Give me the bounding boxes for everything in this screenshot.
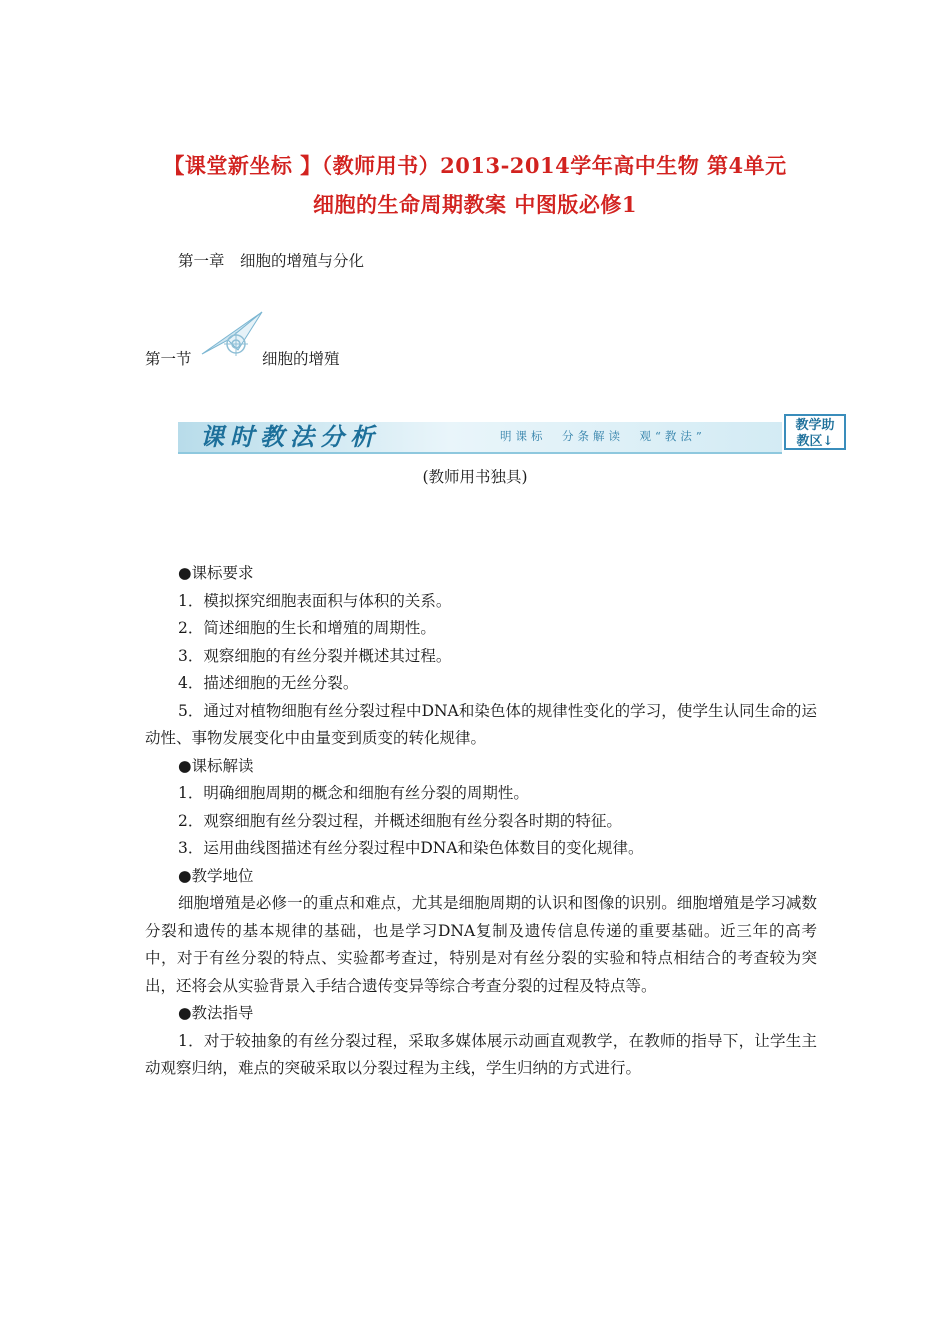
list-item: 3．运用曲线图描述有丝分裂过程中DNA和染色体数目的变化规律。: [178, 839, 644, 857]
teaching-aid-box: [784, 414, 846, 450]
section-name: 细胞的增殖: [262, 350, 340, 368]
list-item: 1．明确细胞周期的概念和细胞有丝分裂的周期性。: [178, 784, 529, 802]
section-number: 第一节: [145, 350, 192, 368]
document-title-line-1: 【课堂新坐标 】（教师用书）2013-2014学年高中生物 第4单元: [163, 153, 787, 178]
heading-curriculum-interpretation: ●课标解读: [178, 756, 254, 775]
heading-teaching-guidance: ●教法指导: [178, 1004, 254, 1022]
teaching-guidance-paragraph: 1．对于较抽象的有丝分裂过程，采取多媒体展示动画直观教学，在教师的指导下，让学生主动观察归纳，难点的突破采取以分裂过程为主线，学生归纳的方式进行。: [145, 1031, 817, 1077]
teaching-status-paragraph: 细胞增殖是必修一的重点和难点，尤其是细胞周期的认识和图像的识别。细胞增殖是学习减数分裂和遗传的基本规律的基础，也是学习DNA复制及遗传信息传递的重要基础。近三年的高考中，对于有丝分裂的特点、实验都考查过，特别是对有丝分裂的实验和特点相结合的考查较为突出，还将会从实验背景入手结合遗传变异等综合考查分裂的过程及特点等。: [145, 894, 817, 995]
banner-subtitle: 明课标 分条解读 观“教法”: [500, 429, 706, 443]
lesson-analysis-banner: [178, 414, 848, 452]
heading-curriculum-requirements: ●课标要求: [178, 564, 254, 582]
list-item: 2．简述细胞的生长和增殖的周期性。: [178, 619, 436, 637]
paper-plane-target-icon: [198, 310, 264, 362]
chapter-heading: 第一章 细胞的增殖与分化: [178, 252, 365, 270]
lesson-content: [145, 560, 817, 1083]
banner-title: 课时教法分析: [200, 422, 380, 451]
teaching-aid-box-line-1: 教学助: [795, 418, 835, 433]
list-item-paragraph: 5．通过对植物细胞有丝分裂过程中DNA和染色体的规律性变化的学习，使学生认同生命的运动性、事物发展变化中由量变到质变的转化规律。: [145, 701, 817, 747]
document-title-line-2: 细胞的生命周期教案 中图版必修1: [313, 192, 637, 217]
list-item: 2．观察细胞有丝分裂过程，并概述细胞有丝分裂各时期的特征。: [178, 811, 622, 830]
teacher-exclusive-note: (教师用书独具): [422, 468, 528, 486]
teaching-aid-box-line-2: 教区↓: [796, 434, 834, 449]
list-item: 4．描述细胞的无丝分裂。: [178, 674, 359, 692]
list-item: 3．观察细胞的有丝分裂并概述其过程。: [178, 646, 452, 665]
list-item: 1．模拟探究细胞表面积与体积的关系。: [178, 591, 452, 610]
heading-teaching-status: ●教学地位: [178, 866, 254, 885]
